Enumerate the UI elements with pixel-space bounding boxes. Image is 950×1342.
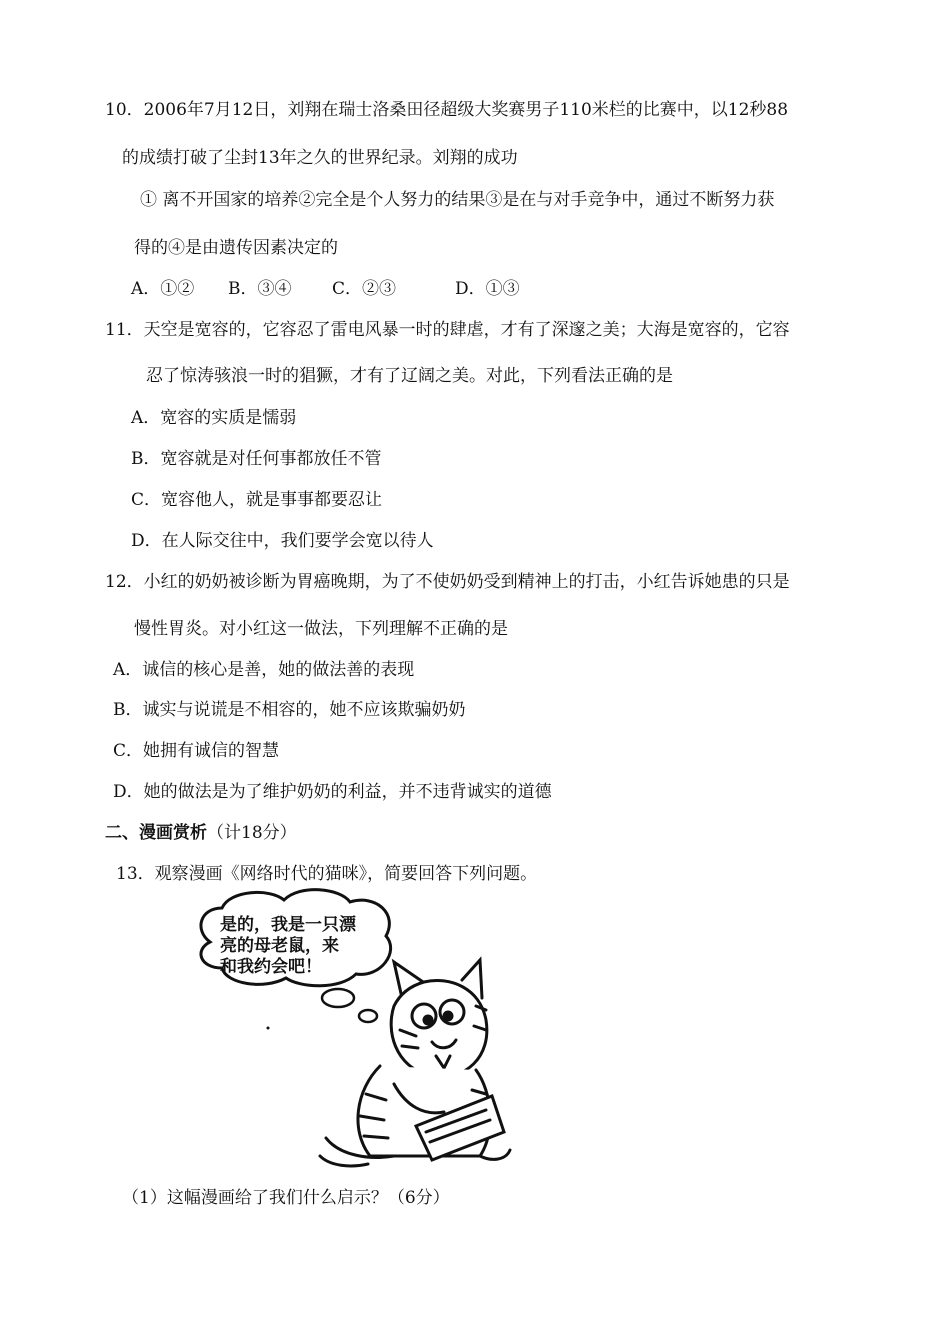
section2-score: （计18分）: [207, 823, 297, 843]
q10-option-c: C．②③: [332, 279, 397, 299]
q10-line4: 得的④是由遗传因素决定的: [134, 238, 338, 258]
section2-heading: [105, 821, 297, 845]
q10-option-a: A．①②: [131, 279, 195, 299]
q10-line1: 10．2006年7月12日，刘翔在瑞士洛桑田径超级大奖赛男子110米栏的比赛中，以12秒88: [105, 100, 789, 120]
q12-option-c: C．她拥有诚信的智慧: [113, 741, 280, 761]
q13-line1: 13．观察漫画《网络时代的猫咪》，简要回答下列问题。: [116, 864, 538, 884]
q12-line2: 慢性胃炎。对小红这一做法，下列理解不正确的是: [134, 619, 508, 639]
q10-line2: 的成绩打破了尘封13年之久的世界纪录。刘翔的成功: [122, 148, 518, 168]
bubble-text-1: 是的，我是一只漂: [220, 915, 356, 935]
thought-circle-small: [359, 1010, 377, 1022]
q11-line1: 11．天空是宽容的，它容忍了雷电风暴一时的肆虐，才有了深邃之美；大海是宽容的，它容: [105, 320, 790, 340]
q11-option-c: C．宽容他人，就是事事都要忍让: [131, 490, 383, 510]
q11-option-a: A．宽容的实质是懦弱: [131, 408, 297, 428]
speck-mark: [267, 1027, 270, 1030]
q10-line3: ① 离不开国家的培养②完全是个人努力的结果③是在与对手竞争中，通过不断努力获: [140, 190, 775, 210]
q11-line2: 忍了惊涛骇浪一时的猖獗，才有了辽阔之美。对此，下列看法正确的是: [146, 366, 673, 386]
q12-option-d: D．她的做法是为了维护奶奶的利益，并不违背诚实的道德: [113, 782, 552, 802]
q10-option-b: B．③④: [228, 279, 292, 299]
q11-option-b: B．宽容就是对任何事都放任不管: [131, 449, 382, 469]
section2-title: 二、漫画赏析: [105, 823, 207, 843]
q12-option-b: B．诚实与说谎是不相容的，她不应该欺骗奶奶: [113, 700, 466, 720]
bubble-text-2: 亮的母老鼠，来: [220, 936, 339, 956]
thought-circle-large: [322, 989, 354, 1007]
q13-sub1: （1）这幅漫画给了我们什么启示？（6分）: [122, 1188, 450, 1208]
q12-option-a: A．诚信的核心是善，她的做法善的表现: [113, 660, 415, 680]
q11-option-d: D．在人际交往中，我们要学会宽以待人: [131, 531, 434, 551]
bubble-text-3: 和我约会吧！: [220, 957, 322, 977]
q10-option-d: D．①③: [455, 279, 520, 299]
cartoon-image: [180, 880, 520, 1170]
q12-line1: 12．小红的奶奶被诊断为胃癌晚期，为了不使奶奶受到精神上的打击，小红告诉她患的只是: [105, 572, 790, 592]
